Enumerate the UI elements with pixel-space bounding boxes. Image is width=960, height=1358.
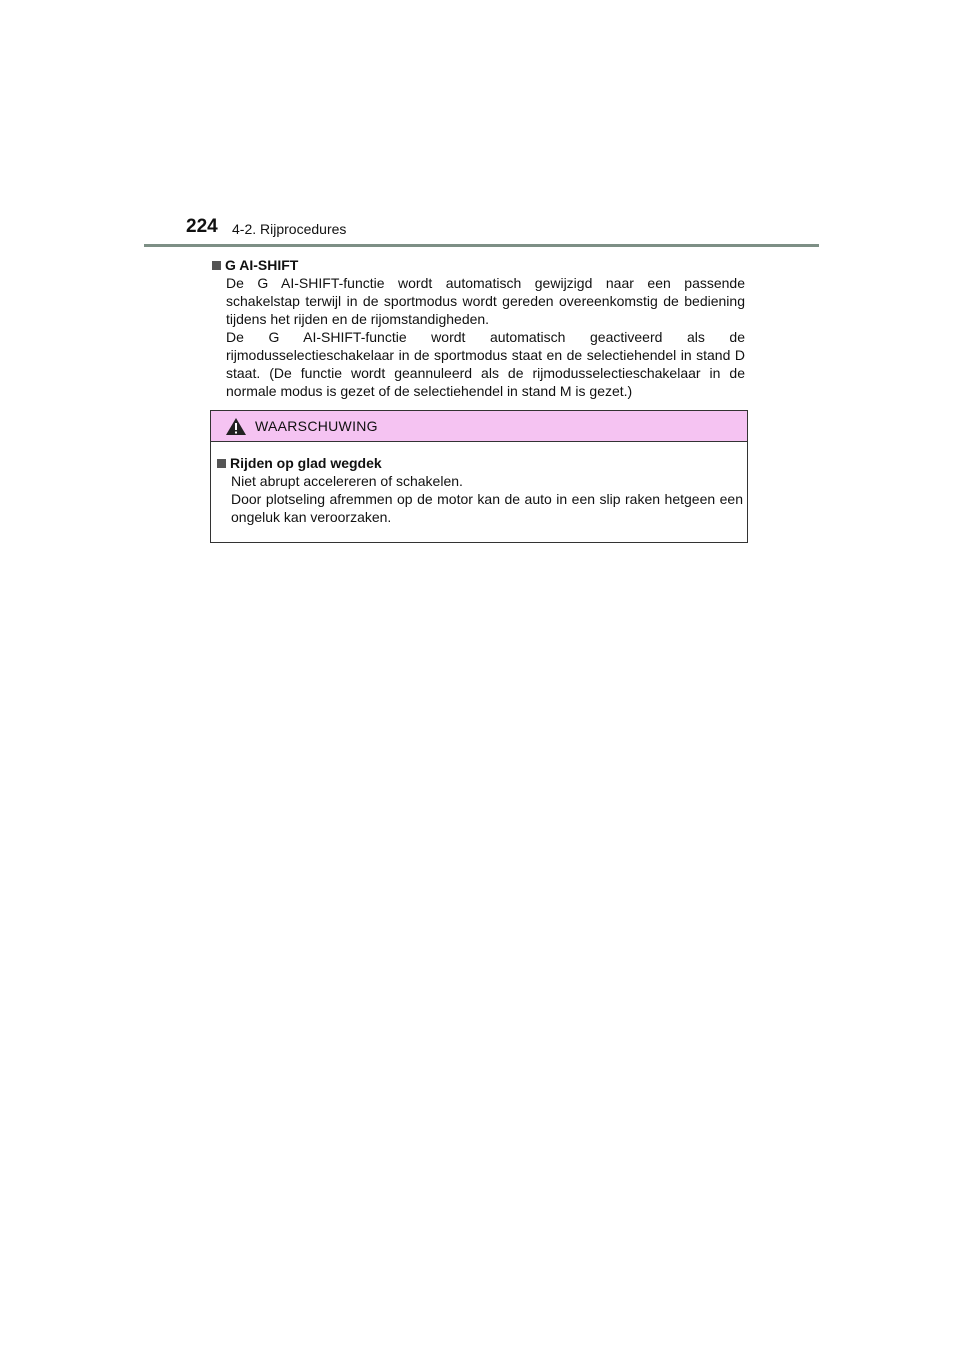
square-bullet-icon	[217, 459, 226, 468]
warning-paragraph: Door plotseling afremmen op de motor kan de auto in een slip raken hetgeen een ongeluk kan veroorzaken.	[231, 491, 743, 525]
warning-item-title	[217, 454, 743, 472]
warning-paragraph: Niet abrupt accelereren of schakelen.	[231, 473, 463, 489]
section-title	[212, 256, 745, 274]
page-header	[186, 216, 818, 246]
warning-item-title-text: Rijden op glad wegdek	[230, 455, 382, 471]
section-paragraph: De G AI-SHIFT-functie wordt automatisch geactiveerd als de rijmodusselectieschakelaar in de sportmodus staat en de selectiehendel in stand D staat. (De functie wordt geannuleerd als de rijmodusselectieschakelaar in de normale modus is gezet of de selectiehendel in stand M is gezet.)	[226, 329, 745, 399]
warning-header	[211, 411, 747, 442]
section-title-text: G AI-SHIFT	[225, 257, 299, 273]
section-paragraph: De G AI-SHIFT-functie wordt automatisch gewijzigd naar een passende schakelstap terwijl in de sportmodus wordt gereden overeenkomstig de bediening tijdens het rijden en de rijomstandigheden.	[226, 275, 745, 327]
chapter-title: 4-2. Rijprocedures	[232, 221, 347, 237]
warning-label: WAARSCHUWING	[255, 418, 378, 434]
warning-box	[210, 410, 748, 543]
page-number: 224	[186, 216, 218, 237]
square-bullet-icon	[212, 261, 221, 270]
warning-triangle-icon	[225, 417, 247, 436]
section-g-ai-shift	[212, 256, 745, 400]
warning-body	[217, 454, 743, 526]
header-divider	[144, 244, 819, 247]
